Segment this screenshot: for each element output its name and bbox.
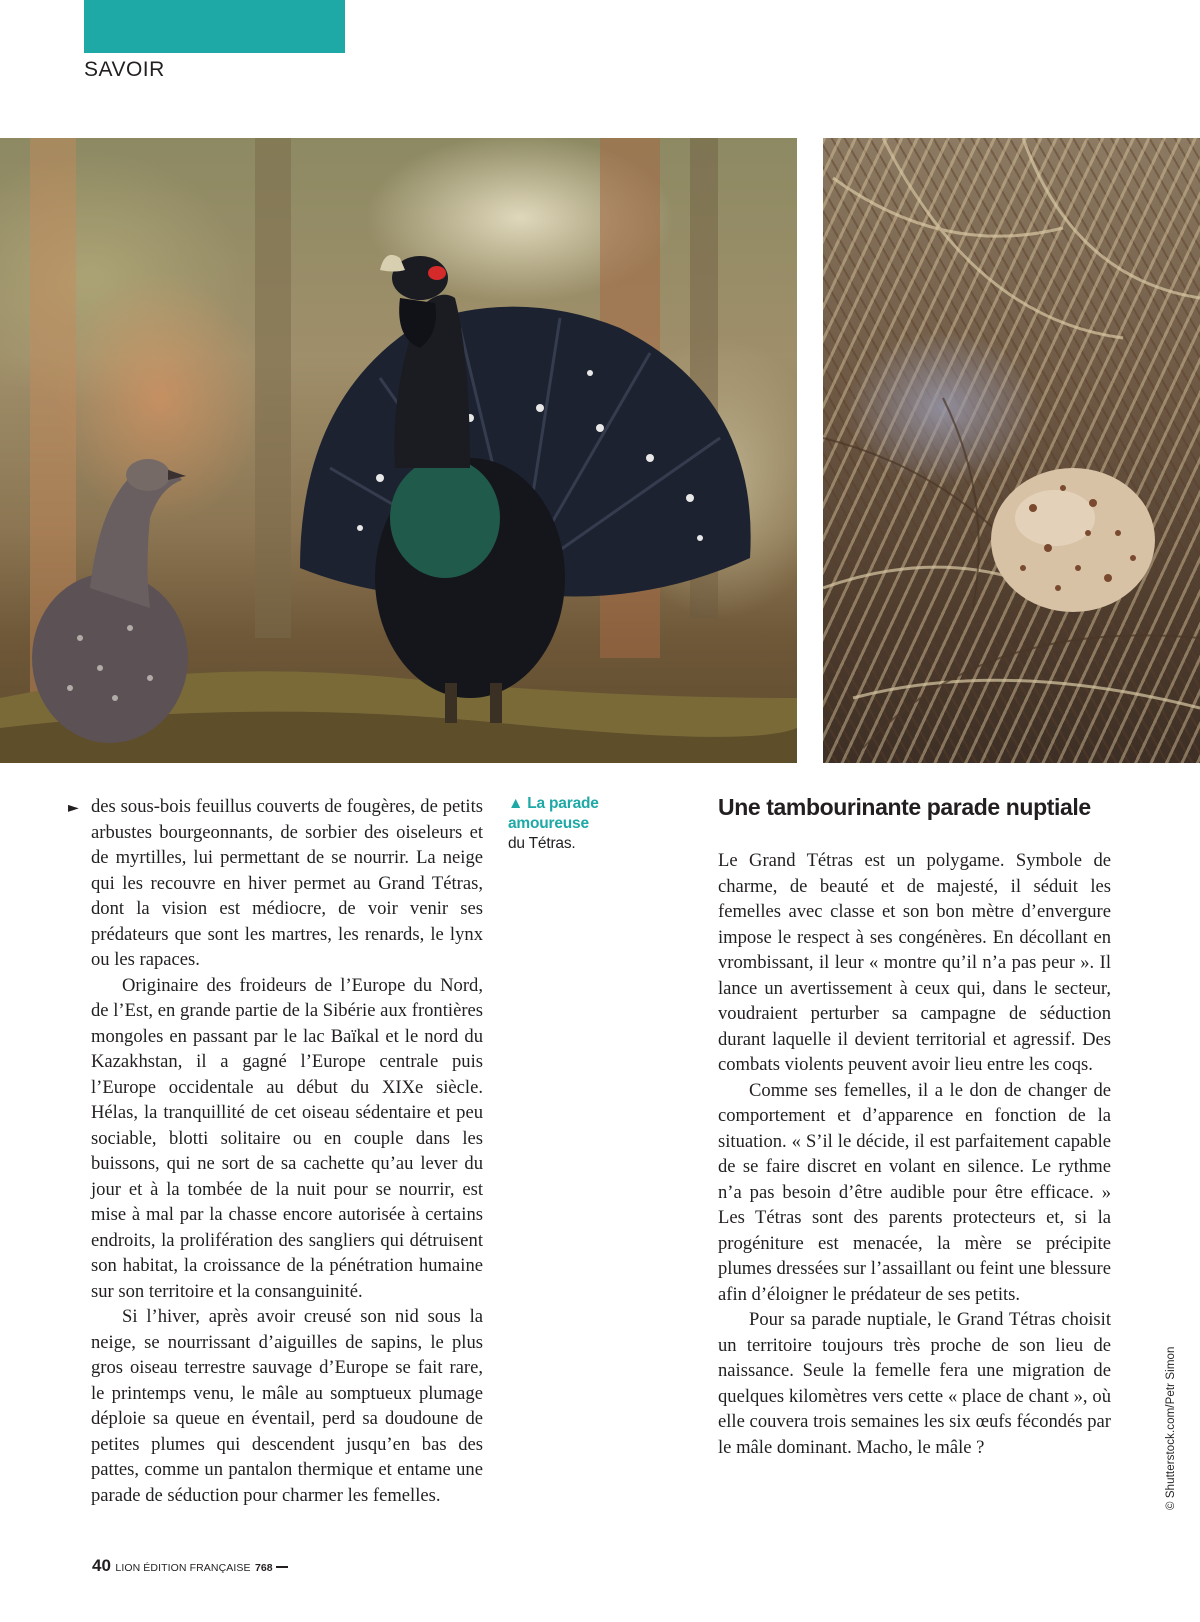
section-label: SAVOIR (84, 58, 165, 81)
left-paragraph-1: des sous-bois feuillus couverts de fougères, de petits arbustes bourgeonnants, de sorbier des oiseleurs et de myrtilles, lui permettant de se nourrir. La neige qui les recouvre en hiver permet au Grand Tétras, dont la vision est médiocre, de voir venir ses prédateurs que sont les martres, les renards, le lynx ou les rapaces. (91, 796, 483, 970)
right-paragraph-3: Pour sa parade nuptiale, le Grand Tétras choisit un territoire toujours très proche de son lieu de naissance. Seule la femelle fera une migration de quelques kilomètres vers cette « place de chant », où elle couvera trois semaines les six œufs fécondés par le mâle dominant. Macho, le mâle ? (718, 1309, 1111, 1458)
section-color-tab (84, 0, 345, 53)
right-text-column (718, 794, 1111, 1460)
page-footer (92, 1556, 288, 1576)
caption-lead: ▲ La parade amoureuse (508, 795, 599, 832)
footer-rule (276, 1566, 288, 1568)
article-subheading: Une tambourinante parade nuptiale (718, 794, 1091, 820)
page-number: 40 (92, 1556, 111, 1575)
issue-number: 768 (255, 1562, 273, 1574)
right-paragraph-1: Le Grand Tétras est un polygame. Symbole de charme, de beauté et de majesté, il séduit les femelles avec classe et son bon mètre d’envergure impose le respect à ses congénères. En décollant en vrombissant, il leur « montre qu’il n’a pas peur ». Il lance un avertissement à ceux qui, dans le secteur, voudraient perturber sa campagne de séduction durant laquelle il devient territorial et agressif. Des combats violents peuvent avoir lieu entre les coqs. (718, 850, 1111, 1075)
capercaillie-illustration (0, 138, 797, 763)
nest-egg-illustration (823, 138, 1200, 763)
capercaillie-photo (0, 138, 797, 763)
left-text-column (91, 794, 483, 1508)
right-paragraph-2: Comme ses femelles, il a le don de changer de comportement et d’apparence en fonction de la situation. « S’il le décide, il est parfaitement capable de se faire discret en volant en silence. Le rythme n’a pas besoin d’être audible pour être efficace. » Les Tétras sont des parents protecteurs et, si la progéniture est menacée, la mère se précipite plumes dressées sur l’assaillant ou feint une blessure afin d’éloigner le prédateur de ses petits. (718, 1079, 1111, 1305)
magazine-name: LION ÉDITION FRANÇAISE (115, 1562, 251, 1574)
caption-rest: du Tétras. (508, 835, 576, 852)
left-paragraph-3: Si l’hiver, après avoir creusé son nid sous la neige, se nourrissant d’aiguilles de sapins, le plus gros oiseau terrestre sauvage d’Europe se fait rare, le printemps venu, le mâle au somptueux plumage déploie sa queue en éventail, perd sa doudoune de petites plumes qui descendent jusqu’en bas des pattes, comme un pantalon thermique et entame une parade de séduction pour charmer les femelles. (91, 1306, 483, 1506)
photo-caption (508, 794, 683, 854)
nest-egg-photo (823, 138, 1200, 763)
continuation-arrow-icon: ► (68, 800, 79, 816)
photo-credit: © Shutterstock.com/Petr Simon (1165, 1346, 1177, 1510)
left-paragraph-2: Originaire des froideurs de l’Europe du Nord, de l’Est, en grande partie de la Sibérie aux frontières mongoles en passant par le lac Baïkal et le nord du Kazakhstan, il a gagné l’Europe centrale puis l’Europe occidentale au début du XIXe siècle. Hélas, la tranquillité de cet oiseau sédentaire et peu sociable, blotti solitaire ou en couple dans les buissons, qui ne sort de sa cachette qu’au lever du jour et à la tombée de la nuit pour se nourrir, est mise à mal par la chasse encore autorisée à certains endroits, la prolifération des sangliers qui détruisent son habitat, la croissance de la pénétration humaine sur son territoire et la consanguinité. (91, 974, 483, 1302)
